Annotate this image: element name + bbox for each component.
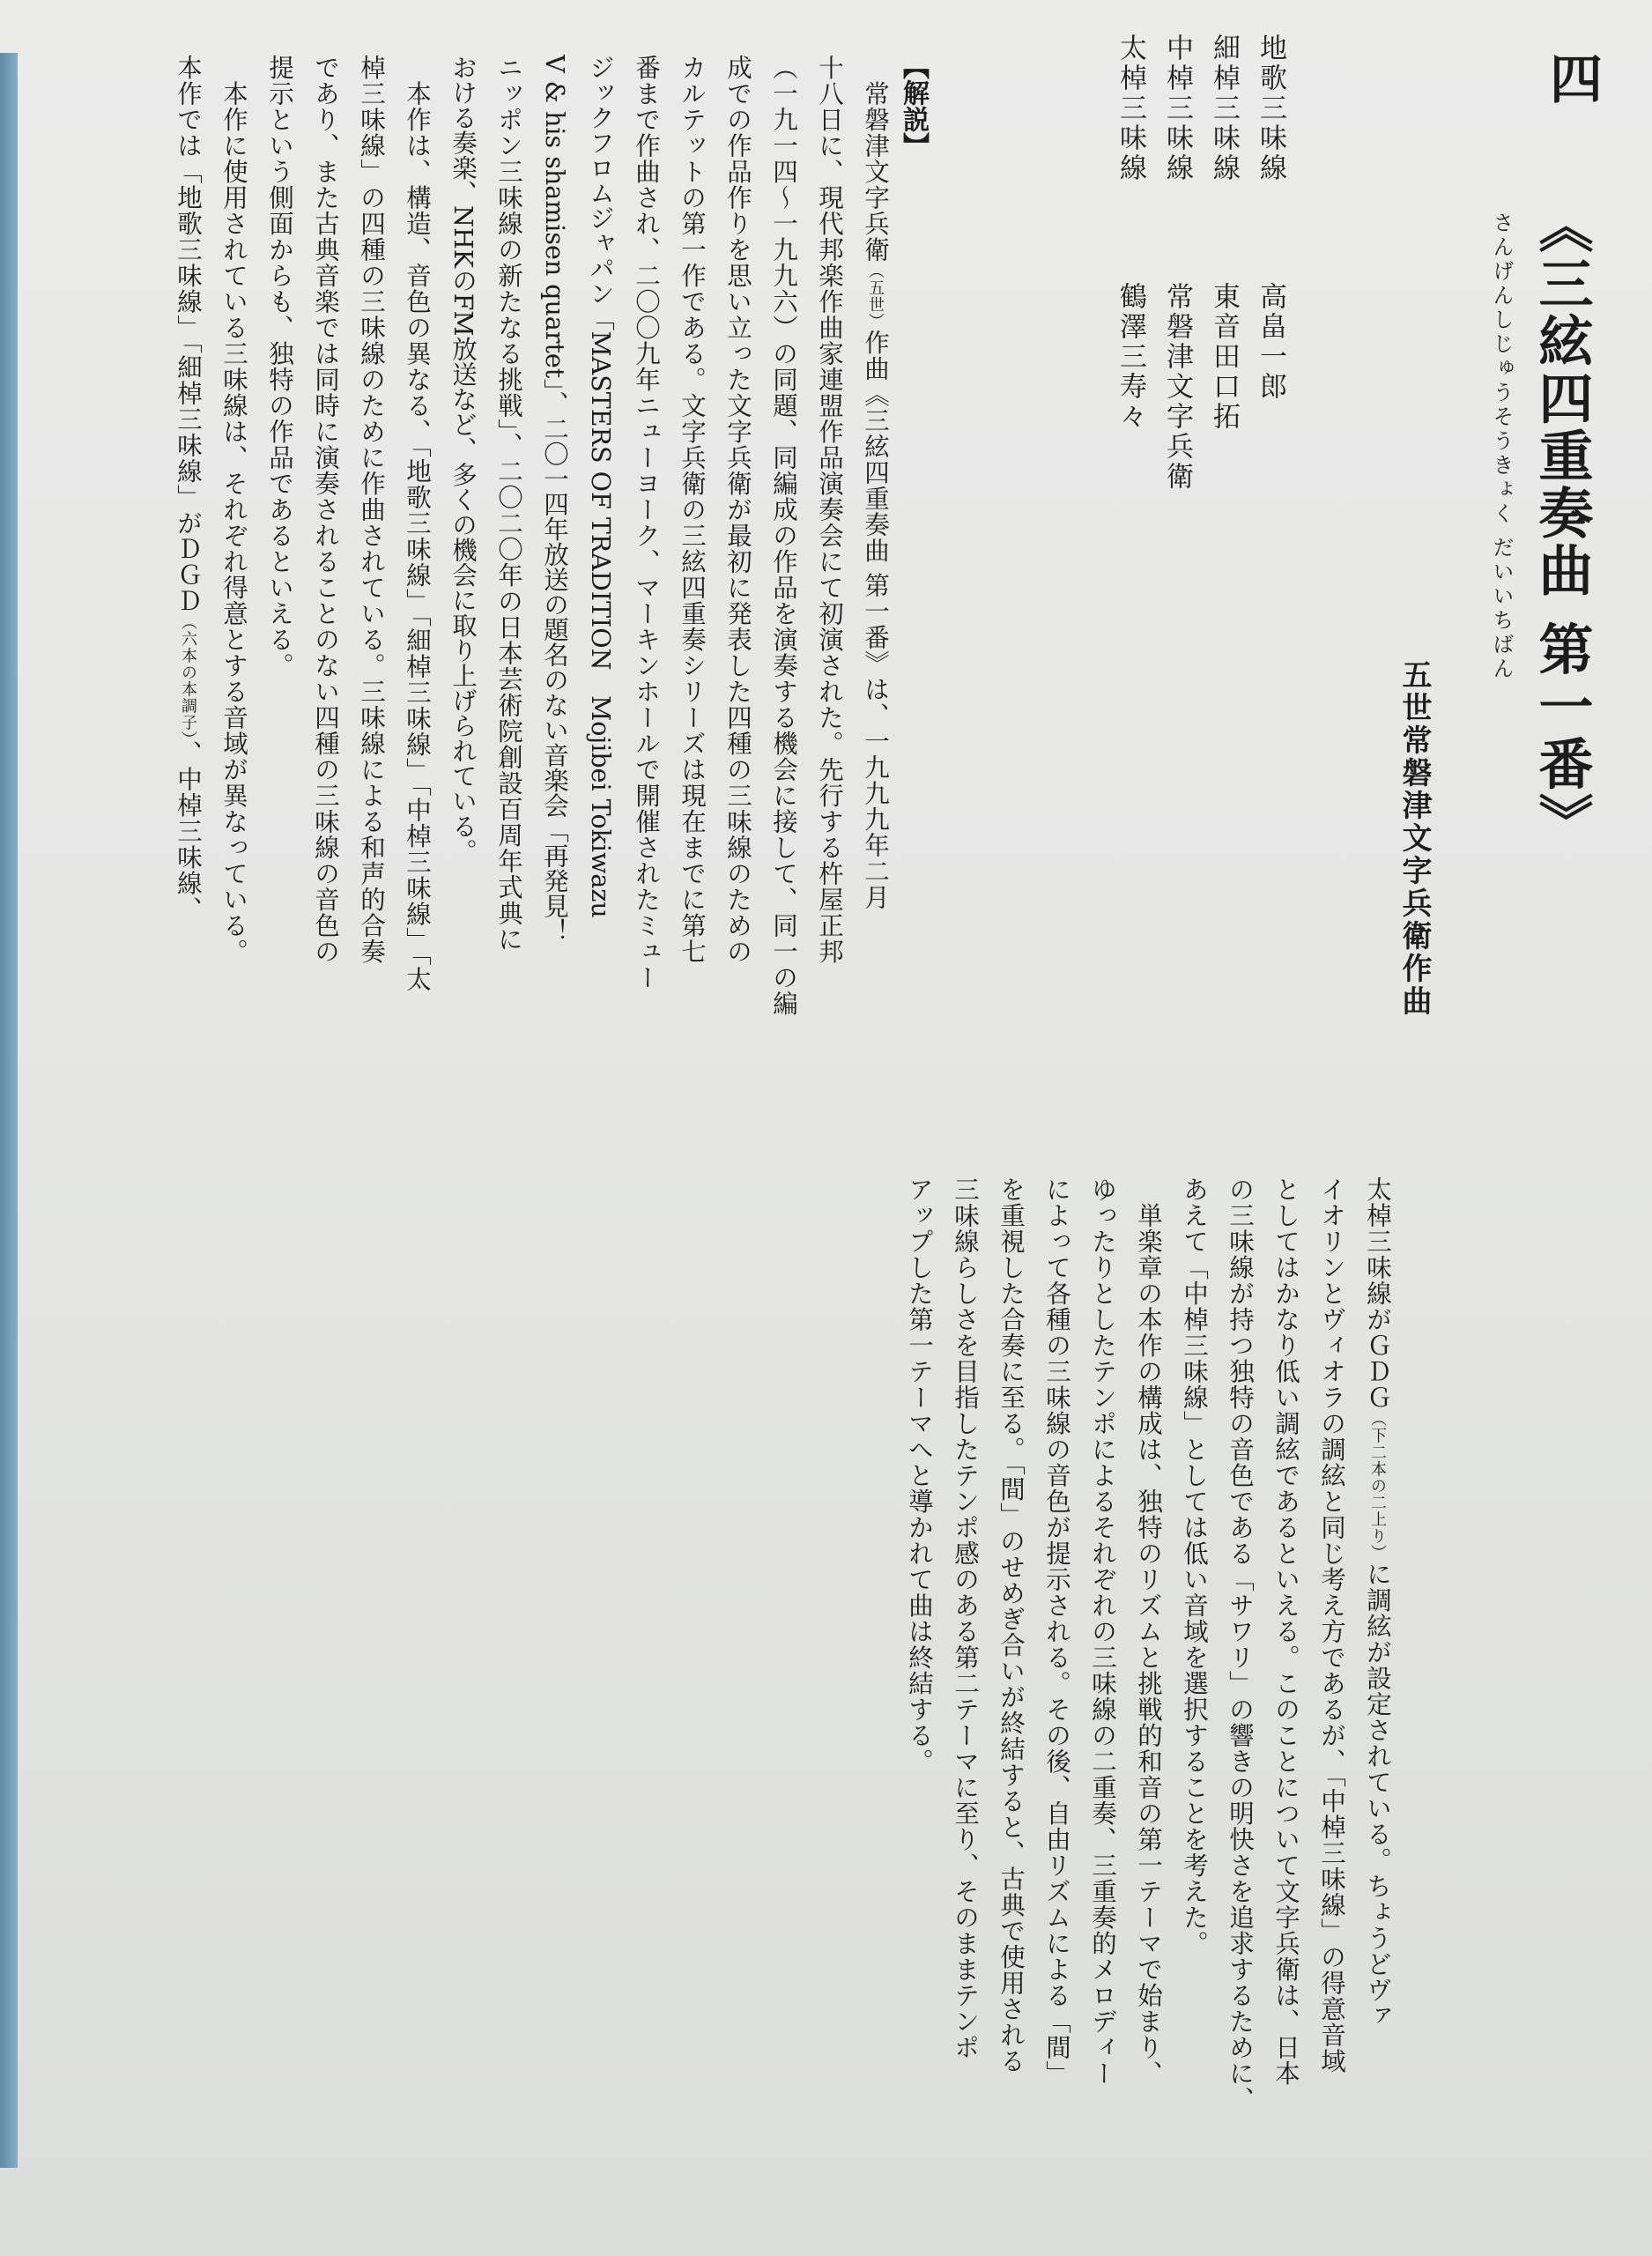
commentary-line [1136,1176,1161,2087]
commentary-text: 本作は、構造、音色の異なる、「地歌三味線」「細棹三味線」「中棹三味線」「太 [403,55,432,992]
commentary-text: 作曲《三絃四重奏曲 第一番》は、一九九九年二月 [861,330,890,911]
performer-name: 高畠一郎 [1255,282,1286,402]
commentary-text: ゆったりとしたテンポによるそれぞれの三味線の二重奏、三重奏的メロディー [1088,1176,1117,2087]
commentary-text: 常磐津文字兵衛 [861,55,890,263]
commentary-line [496,55,522,952]
commentary-text: （五世） [866,263,885,330]
commentary-text: によって各種の三味線の音色が提示される。その後、自由リズムによる「間」 [1042,1176,1071,2087]
title-furigana: さんげんしじゅうそうきょく だいいちばん [1489,212,1514,682]
commentary-text: 提示という側面からも、独特の作品であるといえる。 [265,55,294,679]
commentary-line [1365,1176,1390,2030]
commentary-text: 三味線らしさを目指したテンポ感のある第二テーマに至り、そのままテンポ [951,1176,980,2060]
commentary-text: あえて「中棹三味線」としては低い音域を選択することを考えた。 [1180,1176,1209,1956]
composer-credit: 五世常磐津文字兵衛作曲 [1396,659,1432,1018]
commentary-line [1273,1176,1299,2087]
commentary-line [633,55,659,991]
commentary-line [1227,1176,1253,2112]
commentary-line [542,55,567,943]
commentary-text: 本作では「地歌三味線」「細棹三味線」がＤＧＤ [174,55,203,614]
performer-name: 常磐津文字兵衛 [1161,282,1193,492]
commentary-text: （ [769,55,798,81]
commentary-text: おける奏楽、NHKのFM放送など、多くの機会に取り上げられている。 [448,55,478,865]
commentary-text: （下二本の二上り） [1368,1410,1387,1562]
commentary-heading: 【解説】 [898,53,929,159]
commentary-text: ニッポン三味線の新たなる挑戦」、二〇二〇年の日本芸術院創設百周年式典に [494,55,523,953]
commentary-text: （六本の本調子） [179,613,197,740]
commentary-line [771,55,796,1017]
performer-role: 中棹三味線 [1161,33,1193,183]
commentary-text: 、中棹三味線、 [174,739,203,923]
commentary-text: 一九一四〜一九九六 [769,80,798,315]
commentary-text: 棹三味線」の四種の三味線のために作曲されている。三味線による和声的合奏 [357,55,386,965]
commentary-line [725,55,751,965]
commentary-text: の三味線が持つ独特の音色である「サワリ」の響きの明快さを追求するために、 [1226,1176,1255,2112]
commentary-line [817,55,842,965]
commentary-line [952,1176,978,2060]
performer-role: 太棹三味線 [1115,33,1146,183]
performer-name: 東音田口拓 [1208,282,1240,432]
commentary-text: ）の同題、同編成の作品を演奏する機会に接して、同一の編 [769,315,798,1017]
performer-name: 鶴澤三寿々 [1115,282,1146,432]
commentary-text: を重視した合奏に至る。「間」のせめぎ合いが終結すると、古典で使用される [996,1176,1026,2074]
commentary-line [1090,1176,1115,2087]
commentary-text: ジックフロムジャパン「MASTERS OF TRADITION Mojibei Tokiwazu [586,55,615,918]
commentary-line [588,55,613,918]
commentary-line [863,55,888,910]
commentary-line [907,1176,932,1775]
commentary-text: V & his shamisen quartet」、二〇一四年放送の題名のない音楽会「再発見！ [540,55,569,944]
commentary-text: 十八日に、現代邦楽作曲家連盟作品演奏会にて初演された。先行する杵屋正邦 [815,55,844,965]
commentary-text: 成での作品作りを思い立った文字兵衛が最初に発表した四種の三味線のための [723,55,752,965]
commentary-line [313,55,338,965]
commentary-line [404,55,430,992]
commentary-text: 番まで作曲され、二〇〇九年ニューヨーク、マーキンホールで開催されたミュー [632,55,661,991]
commentary-line [1044,1176,1070,2087]
commentary-text: カルテットの第一作である。文字兵衛の三絃四重奏シリーズは現在までに第七 [678,55,707,965]
commentary-line [1182,1176,1207,1956]
commentary-line [679,55,705,965]
commentary-text: 太棹三味線がＧＤＧ [1363,1176,1392,1411]
commentary-text: に調絃が設定されている。ちょうどヴァ [1363,1561,1392,2030]
commentary-text: 本作に使用されている三味線は、それぞれ得意とする音域が異なっている。 [219,55,248,965]
commentary-line [267,55,293,679]
commentary-line [998,1176,1024,2074]
performer-role: 地歌三味線 [1255,33,1286,183]
commentary-text: 単楽章の本作の構成は、独特のリズムと挑戦的和音の第一テーマで始まり、 [1134,1176,1163,2087]
piece-title: 《三絃四重奏曲 第一番》 [1530,198,1594,850]
commentary-text: イオリンとヴィオラの調絃と同じ考え方であるが、「中棹三味線」の得意音域 [1317,1176,1346,2074]
page-edge-strip [0,53,18,2168]
commentary-text: としてはかなり低い調絃であるといえる。このことについて文字兵衛は、日本 [1271,1176,1300,2087]
commentary-line [450,55,476,864]
performer-role: 細棹三味線 [1208,33,1240,183]
commentary-line [359,55,384,965]
commentary-line [175,55,201,922]
commentary-text: であり、また古典音楽では同時に演奏されることのない四種の三味線の音色の [311,55,340,965]
commentary-line [1319,1176,1345,2074]
section-number: 四 [1541,51,1603,104]
commentary-line [221,55,247,965]
commentary-text: アップした第一テーマへと導かれて曲は終結する。 [905,1176,934,1775]
